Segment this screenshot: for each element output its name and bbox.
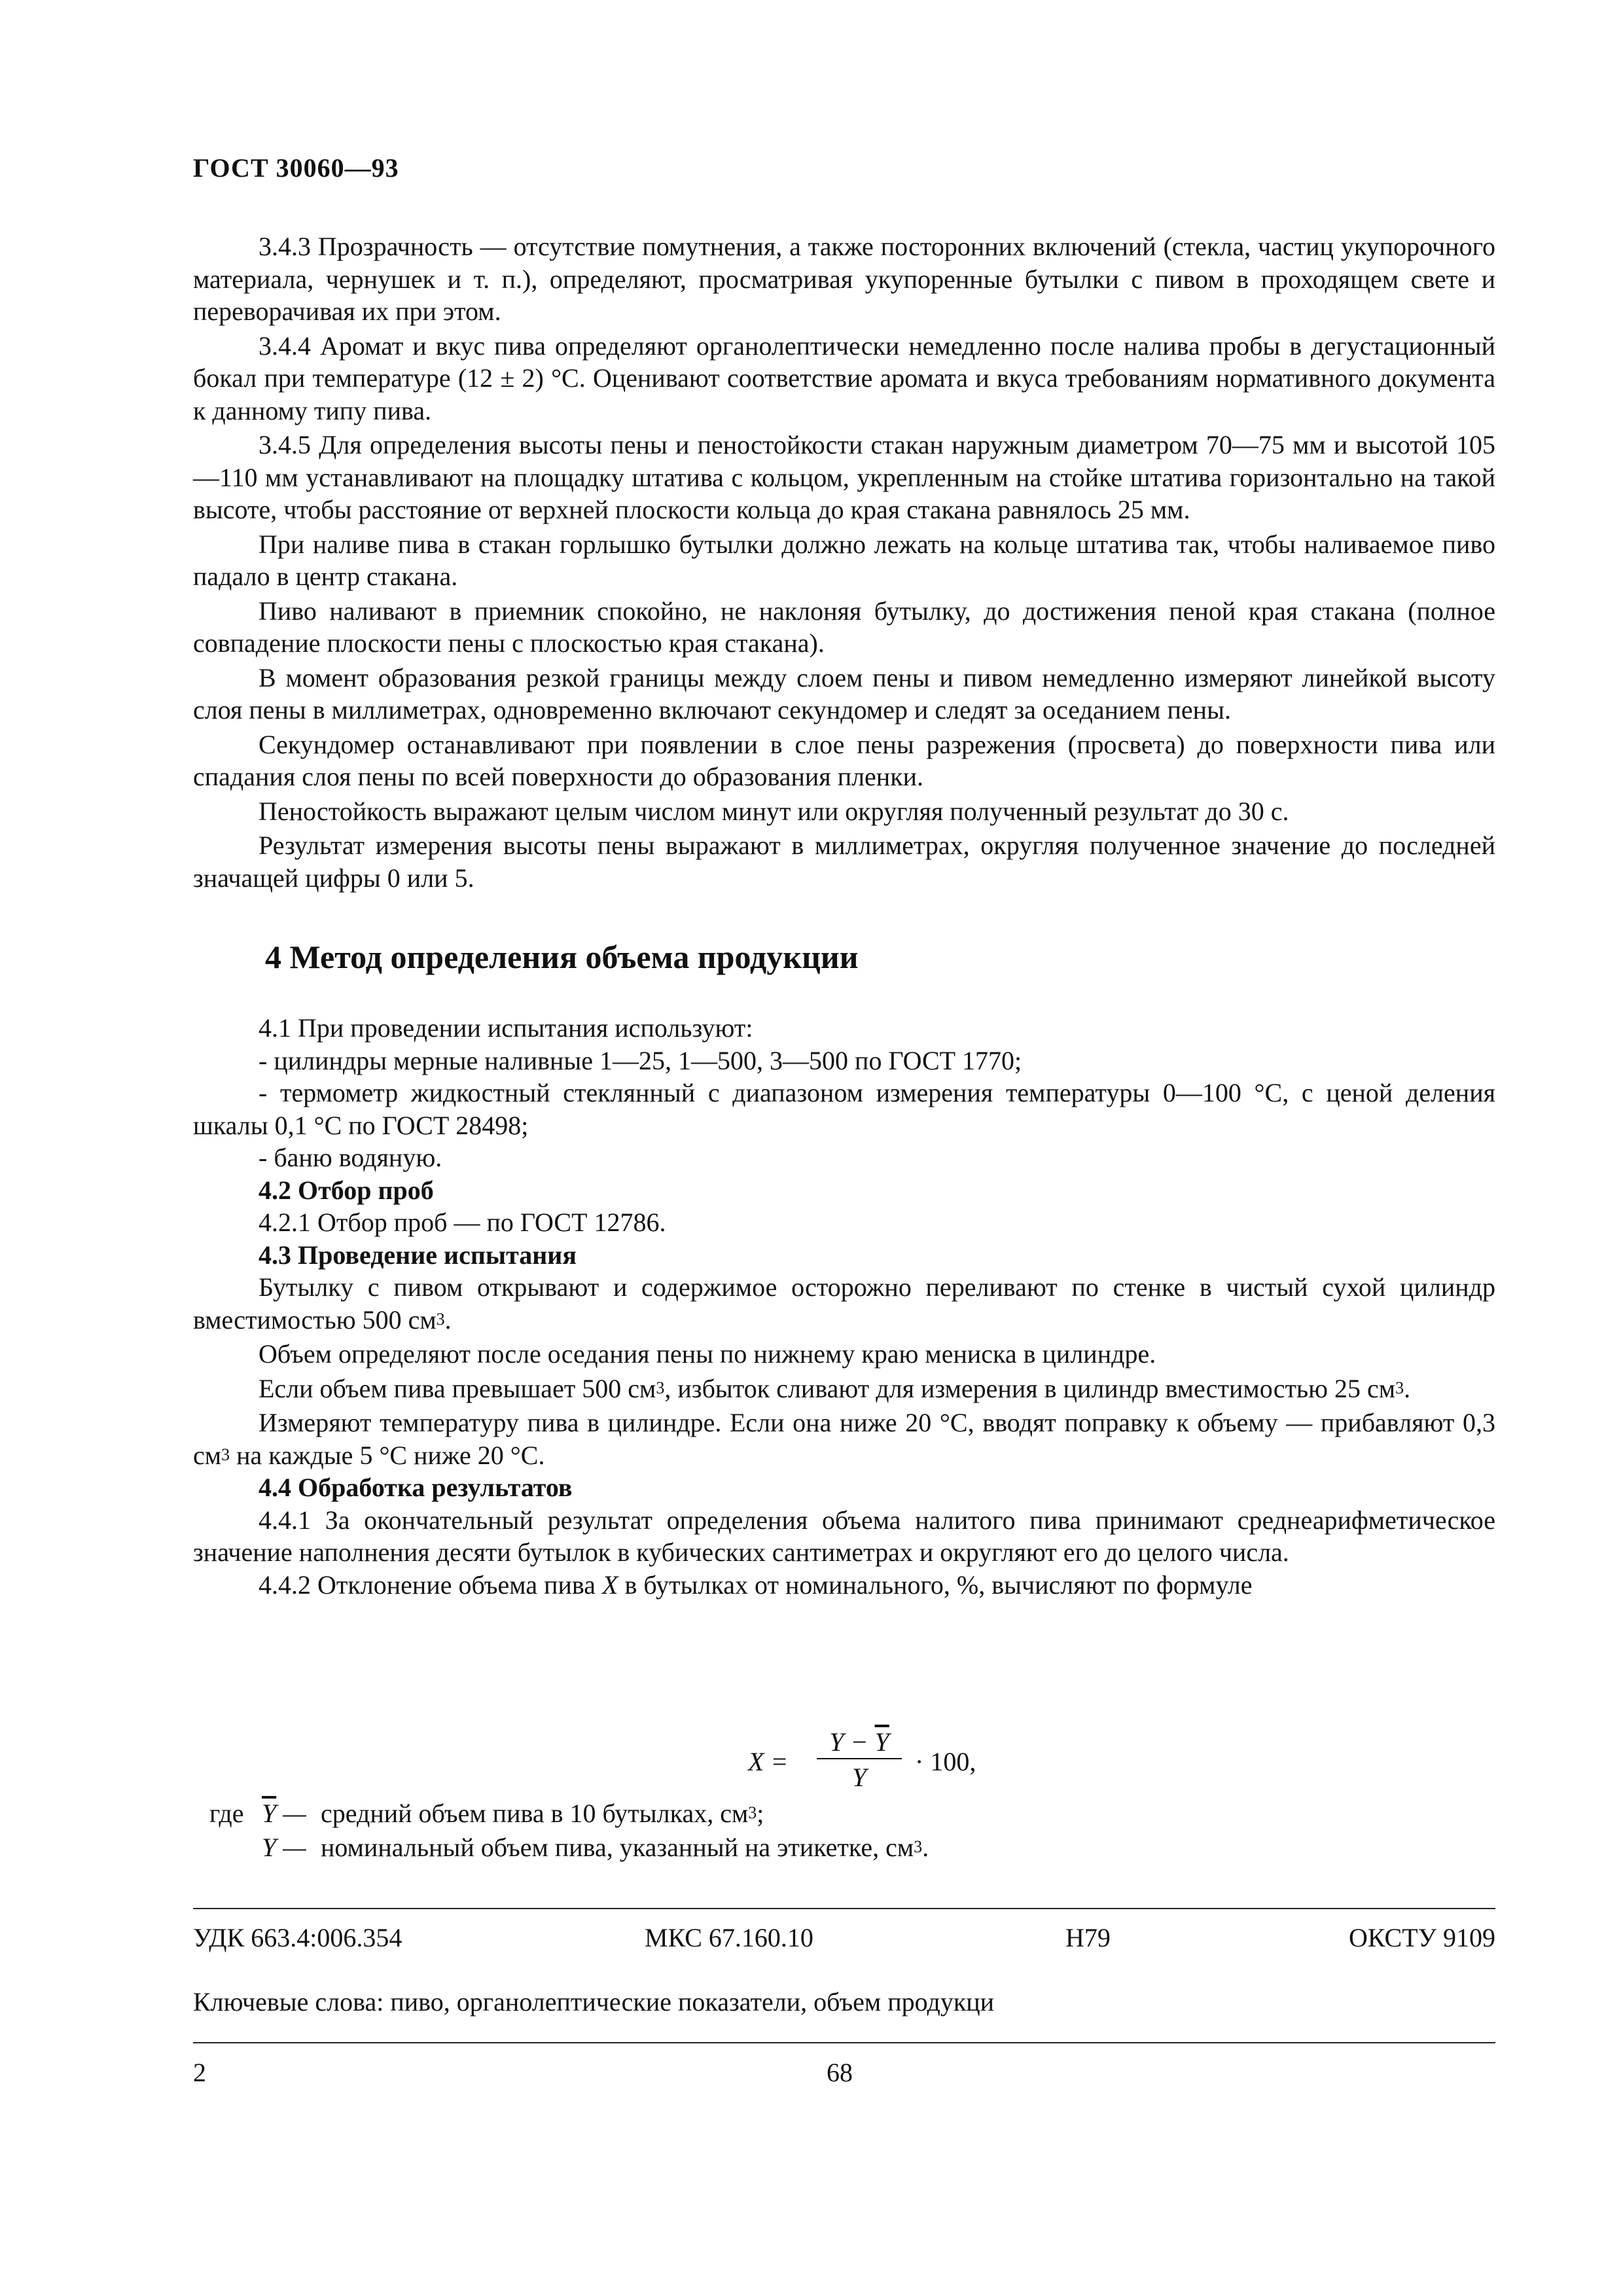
paragraph-3-4-4: 3.4.4 Аромат и вкус пива определяют органолептически немедленно после налива пробы в дегустационный бокал при температуре (12 ± 2) °С. Оценивают соответствие аромата и вкуса требованиям нормативного документа к данному типу пива.: [193, 331, 1495, 425]
list-item-thermometer: - термометр жидкостный стеклянный с диапазоном измерения температуры 0—100 °С, с ценой деления шкалы 0,1 °С по ГОСТ 28498;: [193, 1078, 1495, 1140]
paragraph-4-3-bottle: Бутылку с пивом открывают и содержимое осторожно переливают по стенке в чистый сухой цилиндр вместимостью 500 $см^3$.: [193, 1272, 1495, 1335]
paragraph-4-4-1: 4.4.1 За окончательный результат определения объема налитого пива принимают среднеарифметическое значение наполнения десяти бутылок в кубических сантиметрах и округляют его до целого числа.: [193, 1505, 1495, 1567]
section-4-heading: 4 Метод определения объема продукции: [265, 939, 859, 975]
document-header: ГОСТ 30060—93: [193, 153, 399, 183]
mks-code: МКС 67.160.10: [645, 1923, 813, 1952]
paragraph-3-4-3: 3.4.3 Прозрачность — отсутствие помутнения, а также посторонних включений (стекла, частиц укупорочного материала, чернушек и т. п.), определяют, просматривая укупоренные бутылки с пивом в проходящем свете и переворачивая их при этом.: [193, 232, 1495, 326]
document-body: [193, 230, 1495, 1603]
heading-4-2: 4.2 Отбор проб: [259, 1175, 434, 1205]
paragraph-naliv: При наливе пива в стакан горлышко бутылки должно лежать на кольце штатива так, чтобы наливаемое пиво падало в центр стакана.: [193, 529, 1495, 591]
keywords: Ключевые слова: пиво, органолептические показатели, объем продукци: [193, 1987, 995, 2017]
paragraph-sekundomer: Секундомер останавливают при появлении в слое пены разрежения (просвета) до поверхности пива или спадания слоя пены по всей поверхности до образования пленки.: [193, 729, 1495, 791]
heading-4-4: 4.4 Обработка результатов: [259, 1473, 573, 1502]
paragraph-3-4-5: 3.4.5 Для определения высоты пены и пеностойкости стакан наружным диаметром 70—75 мм и высотой 105—110 мм устанавливают на площадку штатива с кольцом, укрепленным на стойке штатива горизонтально на такой высоте, чтобы расстояние от верхней плоскости кольца до края стакана равнялось 25 мм.: [193, 430, 1495, 524]
document-page: ГОСТ 30060—93 3.4.3 Прозрачность — отсутствие помутнения, а также посторонних включений (стекла, частиц укупорочного материала, чернушек и т. п.), определяют, просматривая укупоренные бутылки с пивом в проходящем свете и переворачивая их при этом. 3.4.4 Аромат и вкус пива определяют органолептически немедленно после налива пробы в дегустационный бокал при температуре (12 ± 2) °С. Оценивают соответствие аромата и вкуса требованиям нормативного документа к данному типу пива. 3.4.5 Для определения высоты пены и пеностойкости стакан наружным диаметром 70—75 мм и высотой 105—110 мм устанавливают на площадку штатива с кольцом, укрепленным на стойке штатива горизонтально на такой высоте, чтобы расстояние от верхней плоскости кольца до края стакана равнялось 25 мм. При наливе пива в стакан горлышко бутылки должно лежать на кольце штатива так, чтобы наливаемое пиво падало в центр стакана. Пиво наливают в приемник спокойно, не наклоняя бутылку, до достижения пеной края стакана (полное совпадение плоскости пены с плоскостью края стакана). В момент образования резкой границы между слоем пены и пивом немедленно измеряют линейкой высоту слоя пены в миллиметрах, одновременно включают секундомер и следят за оседанием пены. Секундомер останавливают при появлении в слое пены разрежения (просвета) до поверхности пива или спадания слоя пены по всей поверхности до образования пленки. Пеностойкость выражают целым числом минут или округляя полученный результат до 30 с. Результат измерения высоты пены выражают в миллиметрах, округляя полученное значение до последней значащей цифры 0 или 5. 4 Метод определения объема продукции 4.1 При проведении испытания используют: - цилиндры мерные наливные 1—25, 1—500, 3—500 по ГОСТ 1770; - термометр жидкостный стеклянный с диапазоном измерения температуры 0—100 °С, с ценой деления шкалы 0,1 °С по ГОСТ 28498; - баню водяную. 4.2 Отбор проб 4.2.1 Отбор проб — по ГОСТ 12786. 4.3 Проведение испытания Бутылку с пивом открывают и содержимое осторожно переливают по стенке в чистый сухой цилиндр вместимостью 500 $см^3$. Объем определяют после оседания пены по нижнему краю мениска в цилиндре. Если объем пива превышает 500 $см^3$, избыток сливают для измерения в цилиндр вместимостью 25 $см^3$. Измеряют температуру пива в цилиндре. Если она ниже 20 °С, вводят поправку к объему — прибавляют 0,3 $см^3$ на каждые 5 °С ниже 20 °С. 4.4 Обработка результатов 4.4.1 За окончательный результат определения объема налитого пива принимают среднеарифметическое значение наполнения десяти бутылок в кубических сантиметрах и округляют его до целого числа. 4.4.2 Отклонение объема пива X в бутылках от номинального, %, вычисляют по формуле X = $Y - \overline{Y}$ Y · 100, где $\overline{Y}$ — средний объем пива в 10 бутылках, $см^3$; Y — номинальный объем пива, указанный на этикетке, $см^3$. УДК 663.4:006.354 МКС 67.160.10 Н79 ОКСТУ 9109 Ключевые слова: пиво, органолептические показатели, объем продукци 2 68: [193, 153, 1495, 2087]
okstu-code: ОКСТУ 9109: [1348, 1923, 1495, 1952]
paragraph-4-1: 4.1 При проведении испытания используют:: [259, 1013, 753, 1043]
paragraph-4-4-2: 4.4.2 Отклонение объема пива X в бутылках от номинального, %, вычисляют по формуле: [259, 1570, 1253, 1600]
formula-denominator: Y: [851, 1763, 867, 1792]
paragraph-result: Результат измерения высоты пены выражают в миллиметрах, округляя полученное значение до последней значащей цифры 0 или 5.: [193, 831, 1495, 893]
footer-divider-bottom: [193, 2042, 1495, 2043]
udk-code: УДК 663.4:006.354: [193, 1923, 402, 1952]
list-item-cylinders: - цилиндры мерные наливные 1—25, 1—500, 3—500 по ГОСТ 1770;: [259, 1045, 1022, 1075]
fraction-bar: [817, 1758, 902, 1759]
paragraph-4-3-volume: Объем определяют после оседания пены по нижнему краю мениска в цилиндре.: [259, 1339, 1156, 1369]
paragraph-penostoikost: Пеностойкость выражают целым числом минут или округляя полученный результат до 30 с.: [259, 796, 1289, 826]
formula-rhs: · 100,: [915, 1747, 976, 1776]
page-number-center: 68: [827, 2058, 853, 2087]
heading-4-3: 4.3 Проведение испытания: [259, 1240, 577, 1270]
list-item-bath: - баню водяную.: [259, 1143, 442, 1172]
paragraph-4-3-excess: Если объем пива превышает 500 $см^3$, избыток сливают для измерения в цилиндр вместимостью 25 $см^3$.: [259, 1373, 1411, 1403]
page-number-left: 2: [193, 2058, 206, 2087]
paragraph-4-3-temperature: Измеряют температуру пива в цилиндре. Если она ниже 20 °С, вводят поправку к объему — прибавляют 0,3 $см^3$ на каждые 5 °С ниже 20 °С.: [193, 1408, 1495, 1470]
paragraph-4-2-1: 4.2.1 Отбор проб — по ГОСТ 12786.: [259, 1208, 666, 1237]
paragraph-pivo: Пиво наливают в приемник спокойно, не наклоняя бутылку, до достижения пеной края стакана (полное совпадение плоскости пены с плоскостью края стакана).: [193, 596, 1495, 658]
group-code: Н79: [1065, 1923, 1111, 1952]
classification-row: [193, 1922, 1495, 1955]
footer-divider-top: [193, 1908, 1495, 1909]
paragraph-moment: В момент образования резкой границы между слоем пены и пивом немедленно измеряют линейкой высоту слоя пены в миллиметрах, одновременно включают секундомер и следят за оседанием пены.: [193, 662, 1495, 725]
formula-numerator: $Y - \overline{Y}$: [829, 1727, 889, 1757]
formula-lhs: X =: [748, 1747, 789, 1776]
